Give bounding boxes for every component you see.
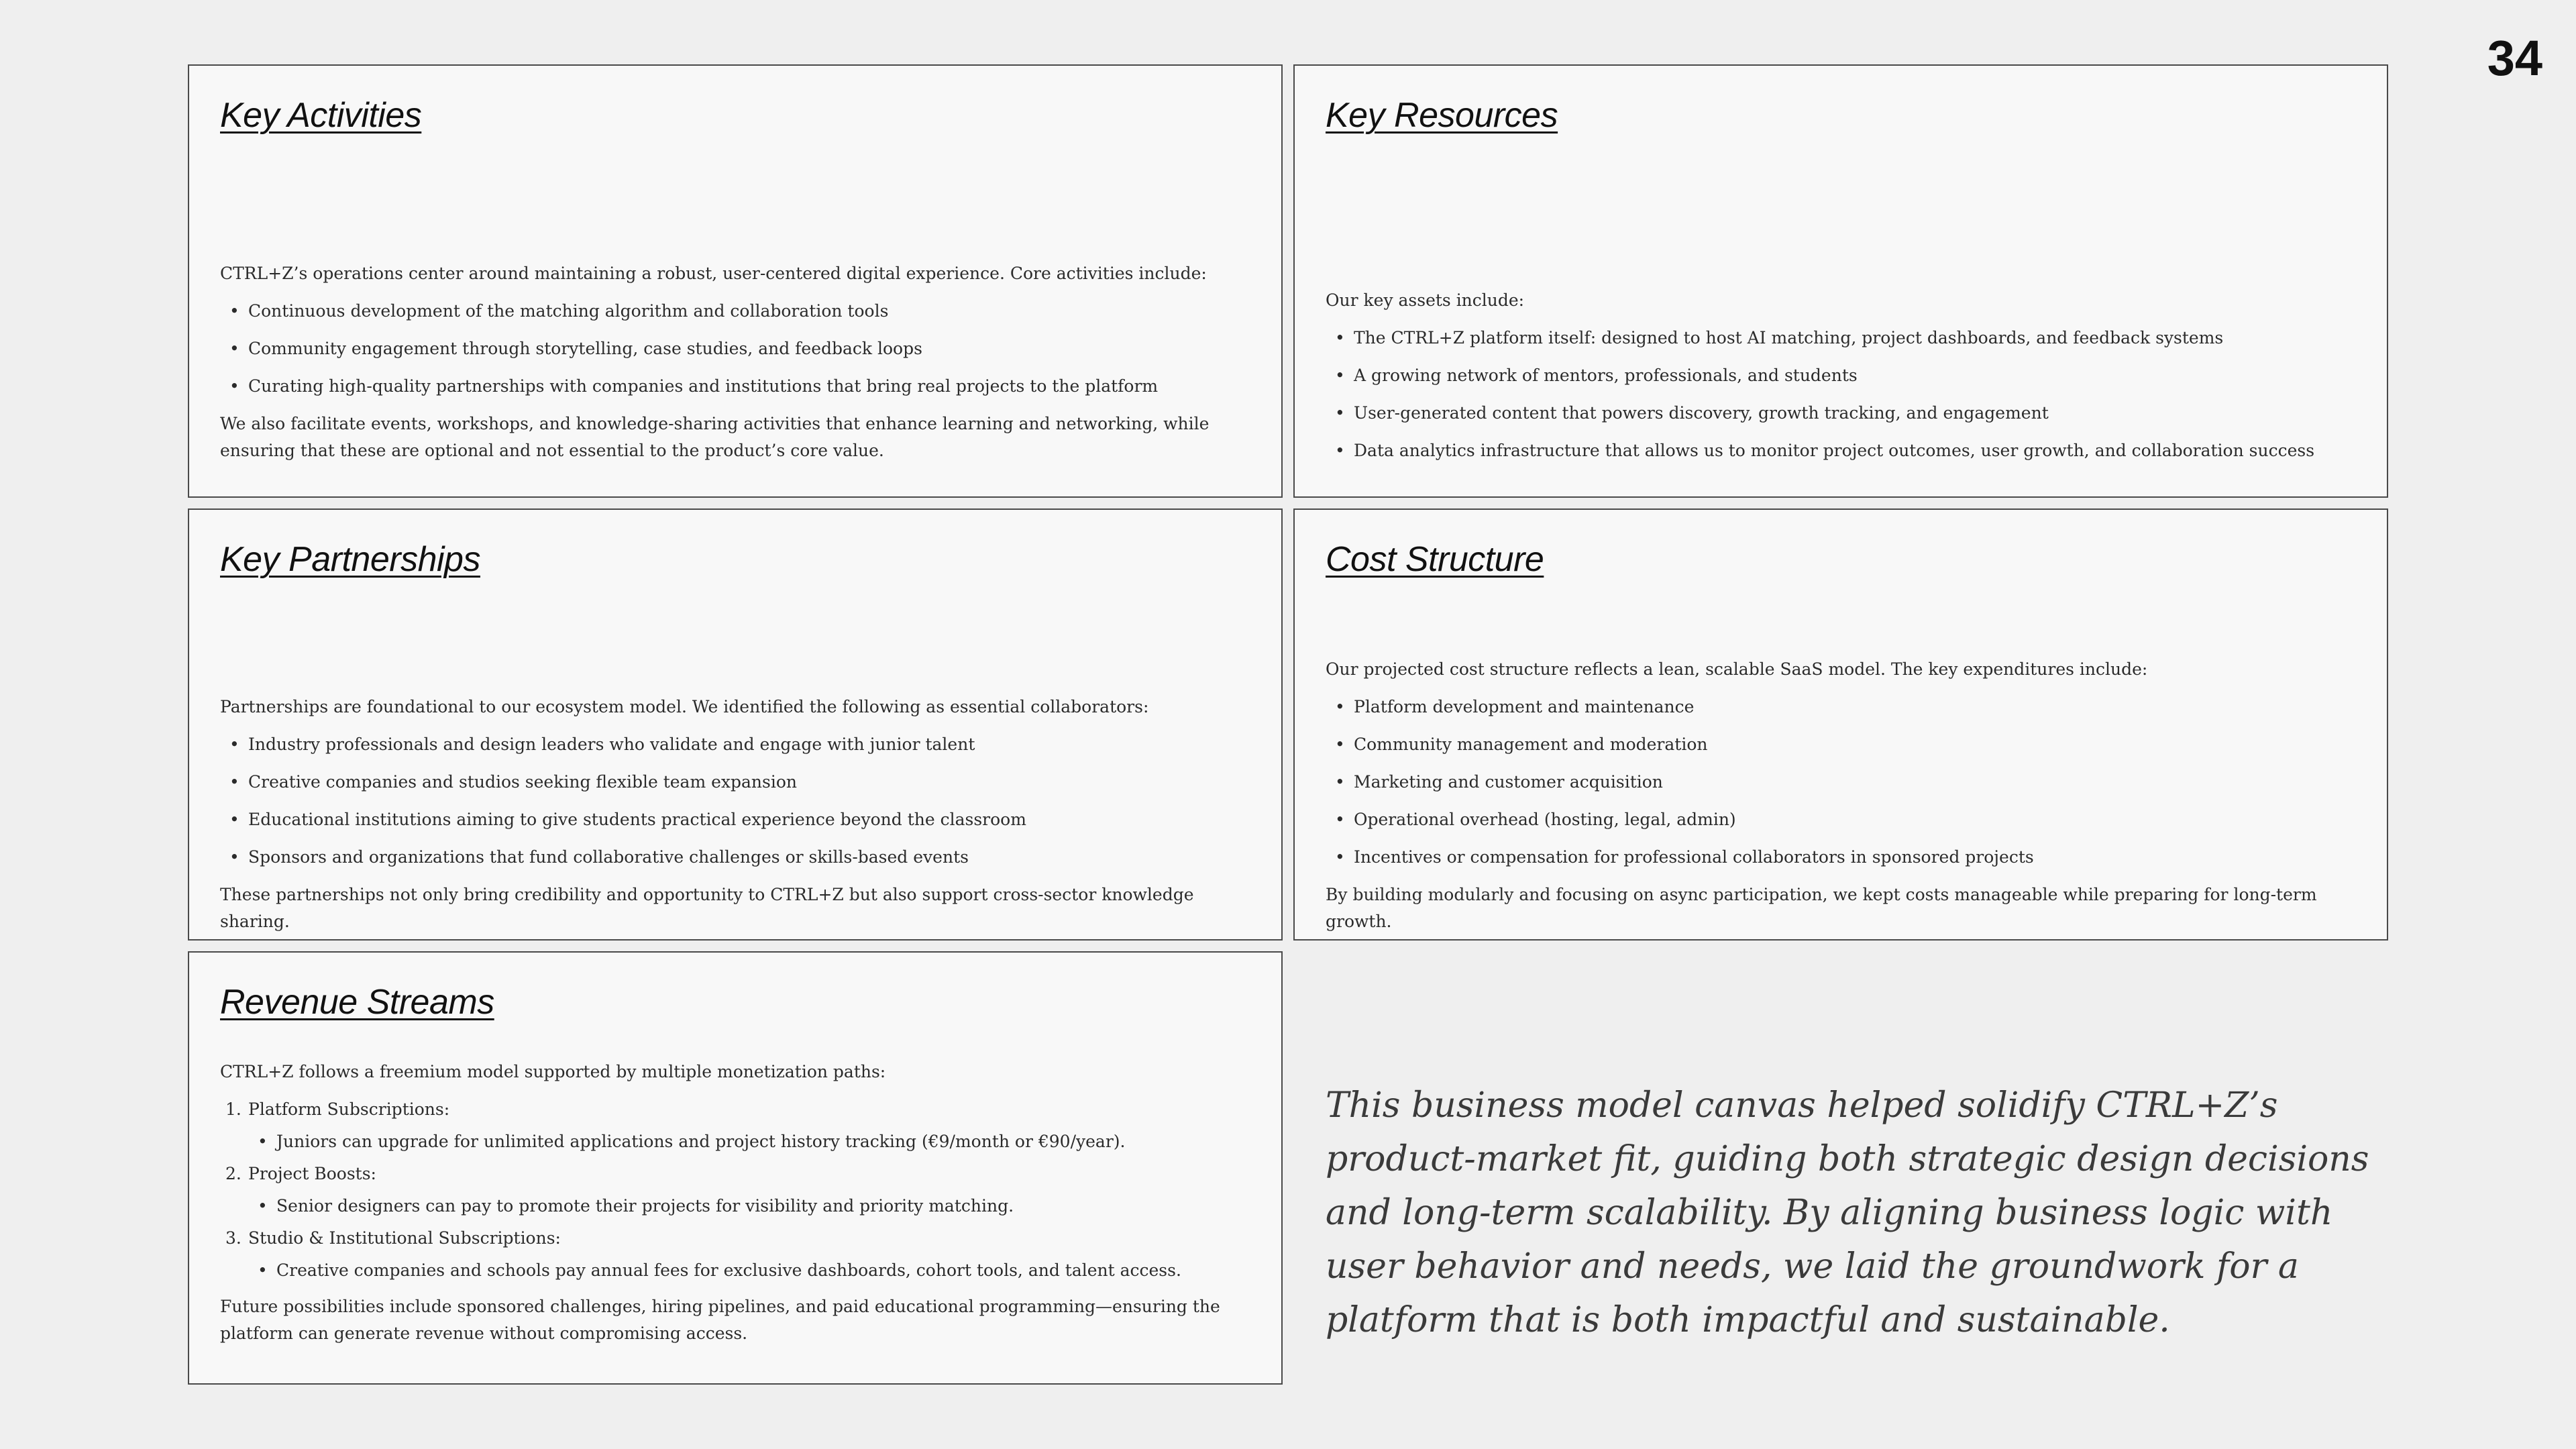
key-resources-intro: Our key assets include:	[1326, 290, 1525, 310]
key-partnerships-card	[188, 508, 1283, 941]
key-activities-list	[220, 298, 1250, 400]
cost-structure-body	[1326, 656, 2356, 935]
revenue-stream-name: Studio & Institutional Subscriptions:	[248, 1228, 561, 1248]
revenue-stream-detail: • Juniors can upgrade for unlimited applications and project history tracking (€9/month or €90/year).	[248, 1128, 1250, 1155]
key-partnerships-title: Key Partnerships	[220, 540, 480, 579]
revenue-stream-detail: • Senior designers can pay to promote their projects for visibility and priority matching.	[248, 1193, 1250, 1220]
key-resources-card	[1293, 64, 2388, 498]
cost-structure-intro: Our projected cost structure reflects a lean, scalable SaaS model. The key expenditures include:	[1326, 659, 2148, 679]
revenue-streams-title: Revenue Streams	[220, 983, 494, 1022]
revenue-stream-item	[220, 1161, 1250, 1220]
revenue-stream-name: Platform Subscriptions:	[248, 1099, 450, 1119]
list-item: • Curating high-quality partnerships with companies and institutions that bring real projects to the platform	[220, 373, 1250, 400]
list-item: • Operational overhead (hosting, legal, admin)	[1326, 806, 2356, 833]
key-resources-title: Key Resources	[1326, 96, 1558, 135]
list-item: • The CTRL+Z platform itself: designed to host AI matching, project dashboards, and feedback systems	[1326, 325, 2356, 352]
list-number: 3.	[225, 1228, 241, 1248]
key-resources-list	[1326, 325, 2356, 464]
list-number: 1.	[225, 1099, 241, 1119]
revenue-stream-detail: • Creative companies and schools pay annual fees for exclusive dashboards, cohort tools, and talent access.	[248, 1257, 1250, 1284]
list-item: • Sponsors and organizations that fund collaborative challenges or skills-based events	[220, 844, 1250, 871]
key-activities-outro: We also facilitate events, workshops, and knowledge-sharing activities that enhance learning and networking, while ensuring that these are optional and not essential to the product’s core value.	[220, 414, 1210, 460]
revenue-stream-item	[220, 1096, 1250, 1155]
key-resources-body	[1326, 287, 2356, 475]
revenue-stream-name: Project Boosts:	[248, 1164, 376, 1183]
list-item: • Marketing and customer acquisition	[1326, 769, 2356, 796]
key-activities-intro: CTRL+Z’s operations center around maintaining a robust, user-centered digital experience. Core activities include:	[220, 264, 1207, 283]
revenue-streams-intro: CTRL+Z follows a freemium model supported by multiple monetization paths:	[220, 1062, 886, 1081]
revenue-streams-list	[220, 1096, 1250, 1284]
conclusion-text: This business model canvas helped solidify CTRL+Z’s product-market fit, guiding both strategic design decisions and long-term scalability. By aligning business logic with user behavior and needs, we laid the groundwork for a platform that is both impactful and sustainable.	[1326, 1085, 2369, 1340]
list-item: • Community management and moderation	[1326, 731, 2356, 758]
key-partnerships-list	[220, 731, 1250, 871]
cost-structure-outro: By building modularly and focusing on async participation, we kept costs manageable while preparing for long-term growth.	[1326, 885, 2317, 931]
key-activities-title: Key Activities	[220, 96, 422, 135]
cost-structure-list	[1326, 694, 2356, 871]
cost-structure-title: Cost Structure	[1326, 540, 1544, 579]
list-item: • Creative companies and studios seeking flexible team expansion	[220, 769, 1250, 796]
list-item: • Data analytics infrastructure that allows us to monitor project outcomes, user growth, and collaboration success	[1326, 437, 2356, 464]
list-number: 2.	[225, 1164, 241, 1183]
list-item: • Incentives or compensation for professional collaborators in sponsored projects	[1326, 844, 2356, 871]
list-item: • User-generated content that powers discovery, growth tracking, and engagement	[1326, 400, 2356, 427]
key-activities-card	[188, 64, 1283, 498]
list-item: • Industry professionals and design leaders who validate and engage with junior talent	[220, 731, 1250, 758]
page-number: 34	[2487, 30, 2542, 86]
list-item: • Platform development and maintenance	[1326, 694, 2356, 720]
revenue-streams-card	[188, 951, 1283, 1385]
list-item: • A growing network of mentors, professionals, and students	[1326, 362, 2356, 389]
cost-structure-card	[1293, 508, 2388, 941]
list-item: • Community engagement through storytelling, case studies, and feedback loops	[220, 335, 1250, 362]
key-partnerships-outro: These partnerships not only bring credibility and opportunity to CTRL+Z but also support cross-sector knowledge sharing.	[220, 885, 1194, 931]
revenue-stream-item	[220, 1225, 1250, 1284]
key-activities-body	[220, 260, 1250, 464]
revenue-streams-outro: Future possibilities include sponsored challenges, hiring pipelines, and paid educational programming—ensuring the platform can generate revenue without compromising access.	[220, 1297, 1220, 1343]
list-item: • Educational institutions aiming to give students practical experience beyond the classroom	[220, 806, 1250, 833]
revenue-streams-body	[220, 1059, 1250, 1347]
list-item: • Continuous development of the matching algorithm and collaboration tools	[220, 298, 1250, 325]
key-partnerships-intro: Partnerships are foundational to our ecosystem model. We identified the following as essential collaborators:	[220, 697, 1149, 716]
key-partnerships-body	[220, 694, 1250, 935]
